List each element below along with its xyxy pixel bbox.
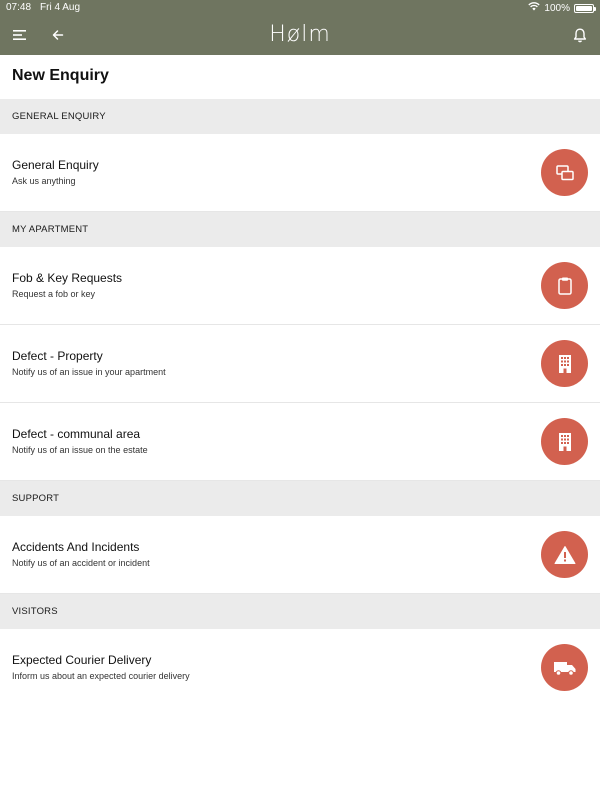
section-label: VISITORS bbox=[12, 606, 58, 617]
status-date: Fri 4 Aug bbox=[40, 2, 81, 13]
section-header-my-apartment bbox=[0, 212, 600, 247]
enquiry-item-expected-courier-delivery[interactable] bbox=[0, 629, 600, 707]
enquiry-item-defect-communal-area[interactable] bbox=[0, 403, 600, 481]
building-icon bbox=[541, 418, 588, 465]
item-subtitle: Notify us of an accident or incident bbox=[12, 558, 150, 568]
enquiry-item-general-enquiry[interactable] bbox=[0, 134, 600, 212]
item-title: Defect - Property bbox=[12, 349, 103, 363]
enquiry-item-defect-property[interactable] bbox=[0, 325, 600, 403]
item-subtitle: Ask us anything bbox=[12, 176, 76, 186]
battery-icon bbox=[574, 4, 594, 13]
bell-icon[interactable] bbox=[569, 24, 591, 46]
enquiry-item-fob-key-requests[interactable] bbox=[0, 247, 600, 325]
status-bar bbox=[0, 0, 600, 16]
item-title: Accidents And Incidents bbox=[12, 540, 140, 554]
section-label: SUPPORT bbox=[12, 493, 60, 504]
page-title: New Enquiry bbox=[12, 67, 109, 84]
warning-icon bbox=[541, 531, 588, 578]
section-label: GENERAL ENQUIRY bbox=[12, 111, 106, 122]
item-title: General Enquiry bbox=[12, 158, 99, 172]
item-title: Defect - communal area bbox=[12, 427, 141, 441]
section-header-general-enquiry bbox=[0, 99, 600, 134]
item-subtitle: Notify us of an issue in your apartment bbox=[12, 367, 166, 377]
app-logo: Hølm bbox=[269, 22, 331, 47]
item-title: Fob & Key Requests bbox=[12, 271, 123, 285]
item-title: Expected Courier Delivery bbox=[12, 653, 152, 667]
section-header-support bbox=[0, 481, 600, 516]
status-right bbox=[528, 2, 594, 14]
enquiry-item-accidents-incidents[interactable] bbox=[0, 516, 600, 594]
clipboard-icon bbox=[541, 262, 588, 309]
item-subtitle: Request a fob or key bbox=[12, 289, 96, 299]
item-subtitle: Notify us of an issue on the estate bbox=[12, 445, 148, 455]
section-label: MY APARTMENT bbox=[12, 224, 89, 235]
building-icon bbox=[541, 340, 588, 387]
status-time: 07:48 bbox=[6, 2, 32, 13]
battery-percent: 100% bbox=[544, 2, 570, 14]
truck-icon bbox=[541, 644, 588, 691]
item-subtitle: Inform us about an expected courier delivery bbox=[12, 671, 190, 681]
app-header bbox=[0, 0, 600, 55]
chat-icon bbox=[541, 149, 588, 196]
wifi-icon bbox=[528, 2, 540, 14]
section-header-visitors bbox=[0, 594, 600, 629]
